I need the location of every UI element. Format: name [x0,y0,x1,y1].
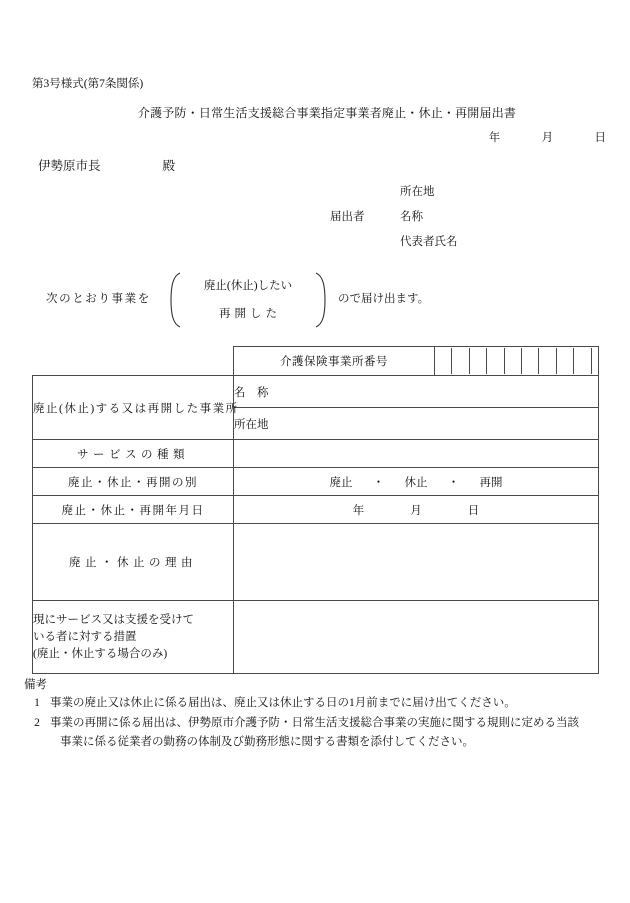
office-number-digit-6[interactable] [521,348,538,374]
measures-value[interactable] [234,601,599,674]
classification-separator-1: ・ [372,476,385,489]
office-number-digit-7[interactable] [539,348,556,374]
declaration-option-resume[interactable]: 再開した [219,308,281,320]
office-number-digit-1[interactable] [435,348,452,374]
date-month-label: 月 [541,132,554,144]
office-group-label: 廃止(休止)する又は再開した事業所 [33,376,234,440]
table-row-service-type [33,440,599,468]
submitter-name-row [330,205,458,230]
classification-option-suspend[interactable]: 休止 [404,476,428,489]
office-number-digit-3[interactable] [469,348,486,374]
note-index-2: 2 [34,717,40,729]
office-number-spacer [33,347,234,376]
brace-left-icon [168,272,181,328]
date-day-label: 日 [594,132,606,144]
brace-right-icon [315,272,328,328]
submitter-name-label: 名称 [400,211,423,223]
note-index-1: 1 [34,697,40,709]
event-date-year: 年 [352,504,365,517]
submitter-representative-label: 代表者氏名 [400,236,458,248]
measures-label-line-3: (廃止・休止する場合のみ) [33,647,168,660]
note-text-1: 事業の廃止又は休止に係る届出は、廃止又は休止する日の1月前までに届け出てください。 [50,697,516,709]
submitter-representative-row [330,230,458,255]
note-item-1 [24,694,610,713]
declaration-choice-brace [168,272,328,328]
office-number-digit-9[interactable] [574,348,591,374]
declaration-lead-text: 次のとおり事業を [46,293,151,305]
office-number-digit-5[interactable] [504,348,521,374]
office-address-label[interactable]: 所在地 [234,408,599,440]
classification-value[interactable] [234,468,599,496]
submitter-group-label: 届出者 [330,211,365,223]
table-row-measures [33,601,599,674]
notes-section [24,676,610,753]
measures-label [33,601,234,674]
office-number-cells[interactable] [435,347,599,376]
note-text-2 [50,714,610,752]
date-year-label: 年 [488,132,501,144]
reason-label: 廃止・休止の理由 [33,524,234,601]
office-name-label[interactable]: 名 称 [234,376,599,408]
office-number-digit-8[interactable] [556,348,573,374]
table-row-classification [33,468,599,496]
form-number: 第3号様式(第7条関係) [32,78,144,90]
note-text-2-line-1: 事業の再開に係る届出は、伊勢原市介護予防・日常生活支援総合事業の実施に関する規則に定める当該 [50,717,579,729]
addressee-name: 伊勢原市長 [38,159,101,173]
addressee-honorific: 殿 [162,159,176,173]
measures-label-line-1: 現にサービス又は支援を受けて [33,613,194,626]
classification-label: 廃止・休止・再開の別 [33,468,234,496]
submitter-block [330,180,458,255]
event-date-day: 日 [467,504,480,517]
service-type-label: サービスの種類 [33,440,234,468]
office-number-digit-10[interactable] [591,348,608,374]
service-type-value[interactable] [234,440,599,468]
submission-date-line [489,129,606,145]
classification-separator-2: ・ [447,476,460,489]
event-date-value[interactable] [234,496,599,524]
measures-label-line-2: いる者に対する措置 [33,630,137,643]
declaration-option-abolish[interactable]: 廃止(休止)したい [203,280,293,292]
note-text-2-line-2: 事業に係る従業者の勤務の体制及び勤務形態に関する書類を添付してください。 [60,736,474,748]
addressee-line [38,156,175,174]
declaration-sentence [46,272,516,328]
table-row-reason [33,524,599,601]
declaration-tail-text: ので届け出ます。 [338,293,430,305]
event-date-month: 月 [410,504,422,517]
note-item-2 [24,714,610,752]
classification-option-resume[interactable]: 再開 [479,476,503,489]
office-number-label: 介護保険事業所番号 [234,347,435,376]
declaration-options [181,272,315,328]
office-number-digit-2[interactable] [452,348,469,374]
reason-value[interactable] [234,524,599,601]
table-row-office-name [33,376,599,408]
submitter-address-row [330,180,458,205]
classification-option-abolish[interactable]: 廃止 [329,476,353,489]
event-date-label: 廃止・休止・再開年月日 [33,496,234,524]
submitter-address-label: 所在地 [400,186,435,198]
table-row-date [33,496,599,524]
office-number-digit-4[interactable] [487,348,504,374]
table-row-office-number [33,347,599,376]
notes-title: 備考 [24,679,47,691]
main-form-table [32,346,598,674]
document-title: 介護予防・日常生活支援総合事業指定事業者廃止・休止・再開届出書 [137,106,517,120]
